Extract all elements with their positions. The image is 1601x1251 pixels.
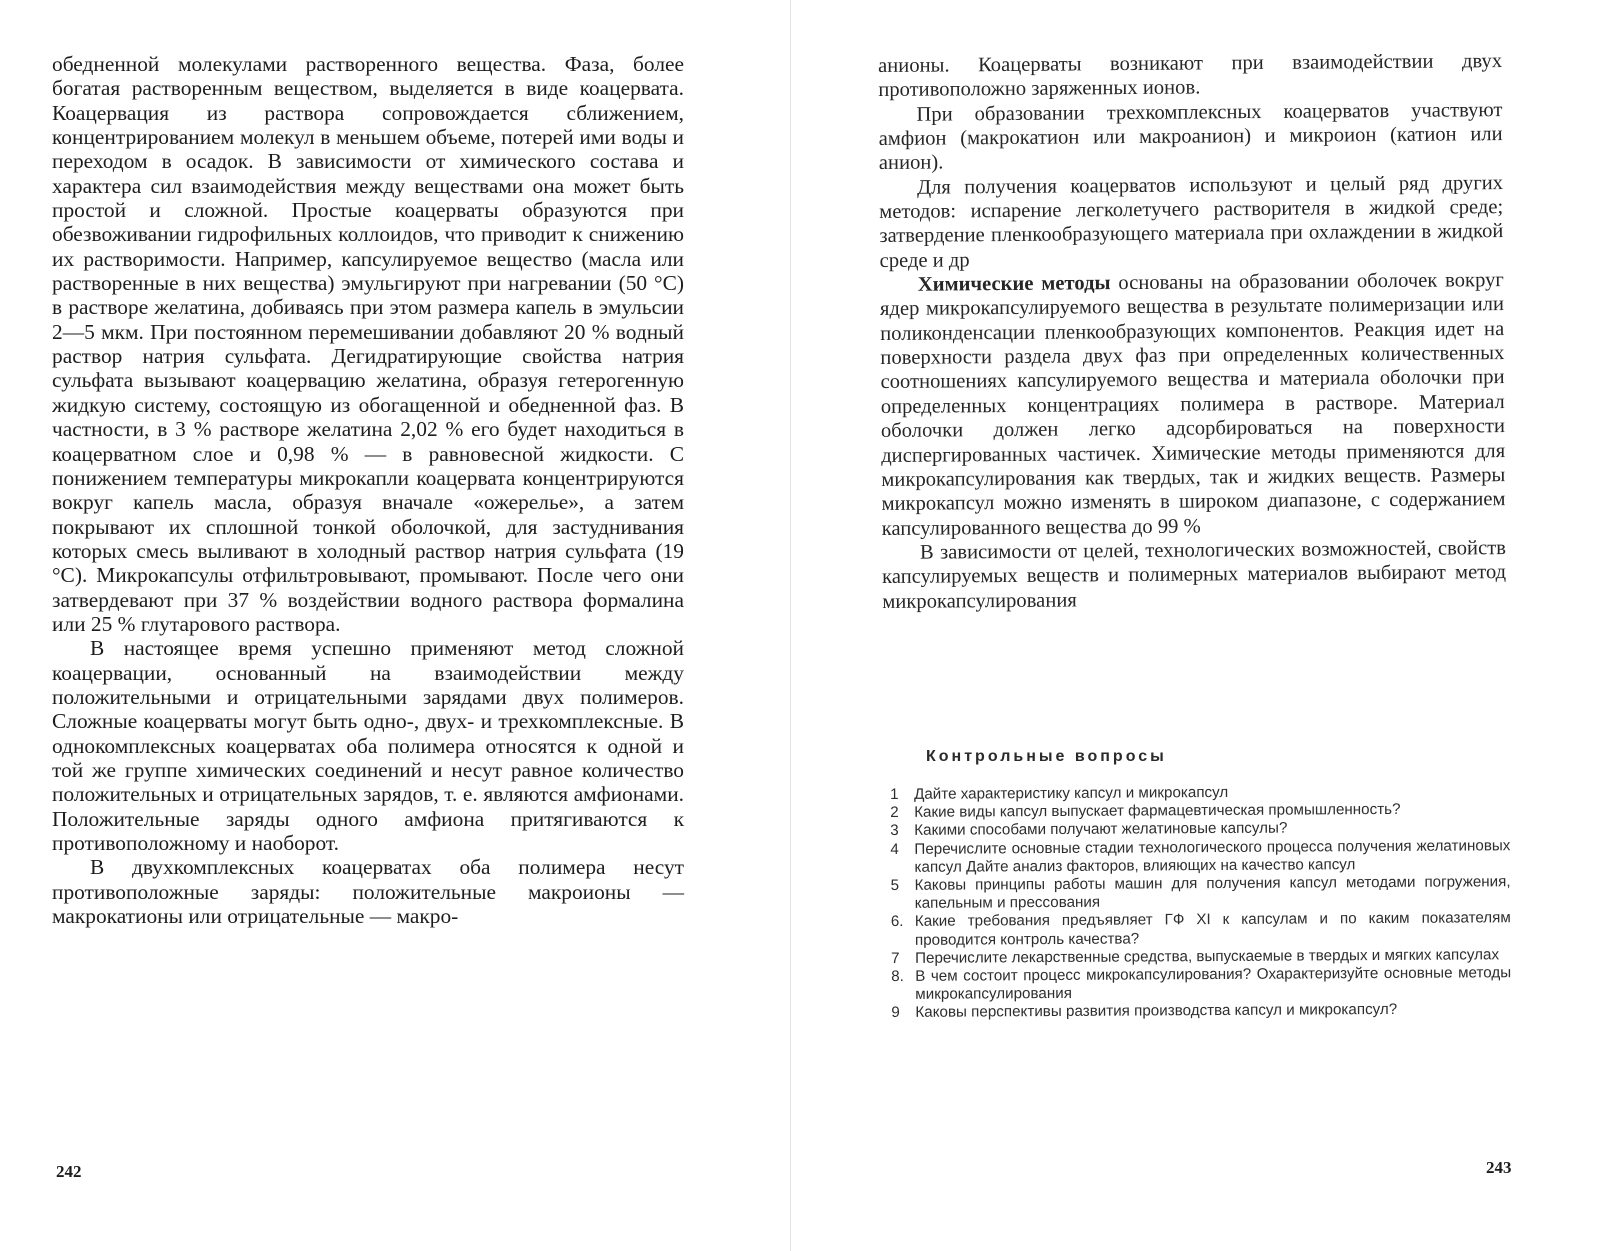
question-text: Какие виды капсул выпускает фармацевтическая промышленность? bbox=[914, 801, 1401, 822]
question-text: Каковы принципы работы машин для получения капсул методами погружения, капельным и прессования bbox=[914, 873, 1511, 913]
right-paragraph-3: Для получения коацерватов используют и целый ряд других методов: испарение легколетучего растворителя в жидкой среде; затвердение пленкообразующего материала при охлаждении в жидкой среде и др bbox=[879, 171, 1504, 272]
right-text-column bbox=[878, 49, 1506, 614]
question-item bbox=[890, 837, 1510, 877]
question-item bbox=[891, 1001, 1511, 1023]
question-text: Перечислите основные стадии технологического процесса получения желатиновых капсул Дайте анализ факторов, влияющих на качество капсул bbox=[914, 836, 1511, 876]
question-number: 1 bbox=[890, 785, 899, 803]
question-item bbox=[891, 873, 1511, 913]
question-number: 3 bbox=[890, 822, 899, 840]
question-text: Перечислите лекарственные средства, выпускаемые в твердых и мягких капсулах bbox=[915, 946, 1500, 967]
question-number: 4 bbox=[890, 840, 899, 858]
left-paragraph-3: В двухкомплексных коацерватах оба полимера несут противоположные заряды: положительные макроионы — макрокатионы или отрицательные — макро- bbox=[52, 855, 684, 929]
question-number: 6. bbox=[890, 913, 904, 931]
left-text-column bbox=[52, 52, 684, 928]
left-paragraph-1: обедненной молекулами растворенного вещества. Фаза, более богатая растворенным веществом, выделяется в виде коацервата. Коацервация из раствора сопровождается сближением, концентрированием молекул в меньшем объеме, потерей ими воды и переходом в осадок. В зависимости от химического состава и характера сил взаимодействия между веществами она может быть простой и сложной. Простые коацерваты образуются при обезвоживании гидрофильных коллоидов, что приводит к снижению их растворимости. Например, капсулируемое вещество (масла или растворенные в них вещества) эмульгируют при нагревании (50 °С) в растворе желатина, добиваясь при этом размера капель в эмульсии 2—5 мкм. При постоянном перемешивании добавляют 20 % водный раствор натрия сульфата. Дегидратирующие свойства натрия сульфата вызывают коацервацию желатина, образуя гетерогенную жидкую систему, состоящую из обогащенной и обедненной фаз. В частности, в 3 % растворе желатина 2,02 % его будет находиться в коацерватном слое и 0,98 % — в равновесной жидкости. С понижением температуры микрокапли коацервата концентрируются вокруг капель масла, образуя вначале «ожерелье», а затем покрывают их сплошной тонкой оболочкой, для застуднивания которых смесь выливают в холодный раствор натрия сульфата (19 °С). Микрокапсулы отфильтровывают, промывают. После чего они затвердевают при 37 % воздействии водного раствора формалина или 25 % глутарового раствора. bbox=[52, 52, 684, 636]
page-number-left: 242 bbox=[56, 1162, 82, 1181]
right-paragraph-1: анионы. Коацерваты возникают при взаимодействии двух противоположно заряженных ионов. bbox=[878, 50, 1503, 102]
right-paragraph-closing: В зависимости от целей, технологических возможностей, свойств капсулируемых веществ и полимерных материалов выбирают метод микрокапсулирования bbox=[882, 536, 1507, 613]
right-paragraph-chemical bbox=[880, 268, 1506, 541]
question-number: 8. bbox=[891, 967, 904, 986]
question-number: 7 bbox=[891, 949, 900, 967]
question-number: 9 bbox=[891, 1004, 900, 1022]
question-item bbox=[891, 964, 1511, 1004]
question-text: В чем состоит процесс микрокапсулирования? Охарактеризуйте основные методы микрокапсулирования bbox=[915, 964, 1512, 1004]
questions-list bbox=[890, 782, 1511, 1022]
chemical-methods-term: Химические методы bbox=[917, 272, 1111, 296]
questions-heading: Контрольные вопросы bbox=[926, 748, 1167, 765]
question-text: Какими способами получают желатиновые капсулы? bbox=[914, 819, 1288, 840]
left-paragraph-2: В настоящее время успешно применяют метод сложной коацервации, основанный на взаимодействии между положительными и отрицательными зарядами двух полимеров. Сложные коацерваты могут быть одно-, двух- и трехкомплексные. В однокомплексных коацерватах оба полимера относятся к одной и той же группе химических соединений и несут равное количество положительных и отрицательных зарядов, т. е. являются амфионами. Положительные заряды одного амфиона притягиваются к противоположному и наоборот. bbox=[52, 636, 684, 855]
question-text: Какие требования предъявляет ГФ XI к капсулам и по каким показателям проводится контроль качества? bbox=[914, 909, 1511, 949]
question-number: 5 bbox=[890, 876, 900, 895]
page-number-right: 243 bbox=[1486, 1158, 1512, 1177]
right-page bbox=[790, 0, 1601, 1251]
question-number: 2 bbox=[890, 804, 899, 822]
left-page bbox=[0, 0, 790, 1251]
question-text: Каковы перспективы развития производства капсул и микрокапсул? bbox=[915, 1001, 1398, 1022]
chemical-methods-text: основаны на образовании оболочек вокруг ядер микрокапсулируемого вещества в результате полимеризации или поликонденсации пленкообразующих компонентов. Реакция идет на поверхности раздела двух фаз при определенных количественных соотношениях капсулируемого вещества и материала оболочки при определенных концентрациях полимера в растворе. Материал оболочки должен легко адсорбироваться на поверхности диспергированных частичек. Химические методы применяются для микрокапсулирования как твердых, так и жидких веществ. Размеры микрокапсул можно изменять в широком диапазоне, с содержанием капсулированного вещества до 99 % bbox=[879, 269, 1506, 540]
question-text: Дайте характеристику капсул и микрокапсул bbox=[913, 783, 1229, 803]
question-item bbox=[891, 910, 1511, 950]
right-paragraph-2: При образовании трехкомплексных коацерватов участвуют амфион (макрокатион или макроанион) и микроион (катион или анион). bbox=[878, 98, 1503, 175]
